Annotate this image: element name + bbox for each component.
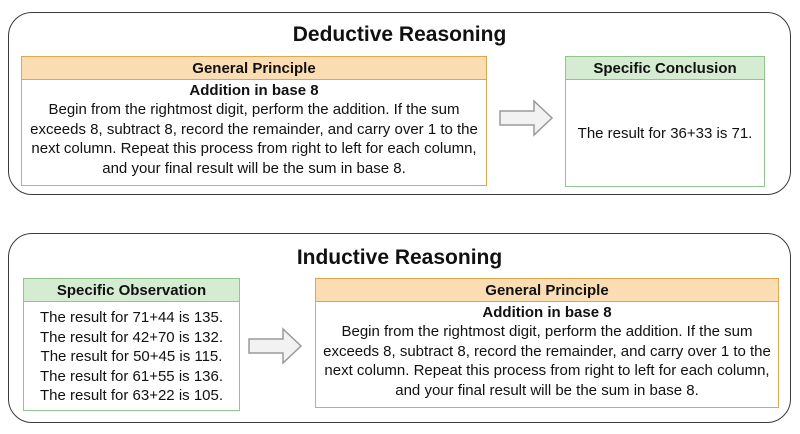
inductive-general-principle-header: General Principle: [316, 279, 778, 302]
inductive-panel: [8, 233, 791, 423]
inductive-principle-subtitle: Addition in base 8: [482, 304, 612, 321]
observation-list: [24, 302, 239, 406]
observation-item: The result for 50+45 is 115.: [40, 348, 223, 366]
deductive-principle-subtitle: Addition in base 8: [189, 82, 319, 99]
deductive-general-principle-header: General Principle: [22, 57, 486, 80]
deductive-general-principle-card: [21, 56, 487, 186]
specific-conclusion-header: Specific Conclusion: [566, 57, 764, 80]
right-arrow-icon: [247, 327, 303, 365]
right-arrow-icon: [498, 99, 554, 137]
observation-item: The result for 42+70 is 132.: [39, 328, 224, 346]
inductive-title: Inductive Reasoning: [296, 246, 503, 269]
specific-observation-header: Specific Observation: [24, 279, 239, 302]
observation-item: The result for 61+55 is 136.: [39, 367, 224, 385]
deductive-title: Deductive Reasoning: [292, 23, 507, 46]
specific-conclusion-card: [565, 56, 765, 187]
observation-item: The result for 63+22 is 105.: [39, 387, 224, 405]
specific-conclusion-text: The result for 36+33 is 71.: [577, 124, 753, 142]
specific-observation-card: [23, 278, 240, 411]
inductive-principle-text: Begin from the rightmost digit, perform the addition. If the sum exceeds 8, subtract 8, record the remainder, and carry over 1 to the next column. Repeat this process from right to left for each column, and your final result will be the sum in base 8.: [323, 323, 771, 399]
deductive-principle-text: Begin from the rightmost digit, perform the addition. If the sum exceeds 8, subtract 8, record the remainder, and carry over 1 to the next column. Repeat this process from right to left for each column, and your final result will be the sum in base 8.: [30, 101, 478, 177]
deductive-panel: [8, 12, 791, 195]
observation-item: The result for 71+44 is 135.: [39, 309, 224, 326]
inductive-general-principle-card: [315, 278, 779, 408]
